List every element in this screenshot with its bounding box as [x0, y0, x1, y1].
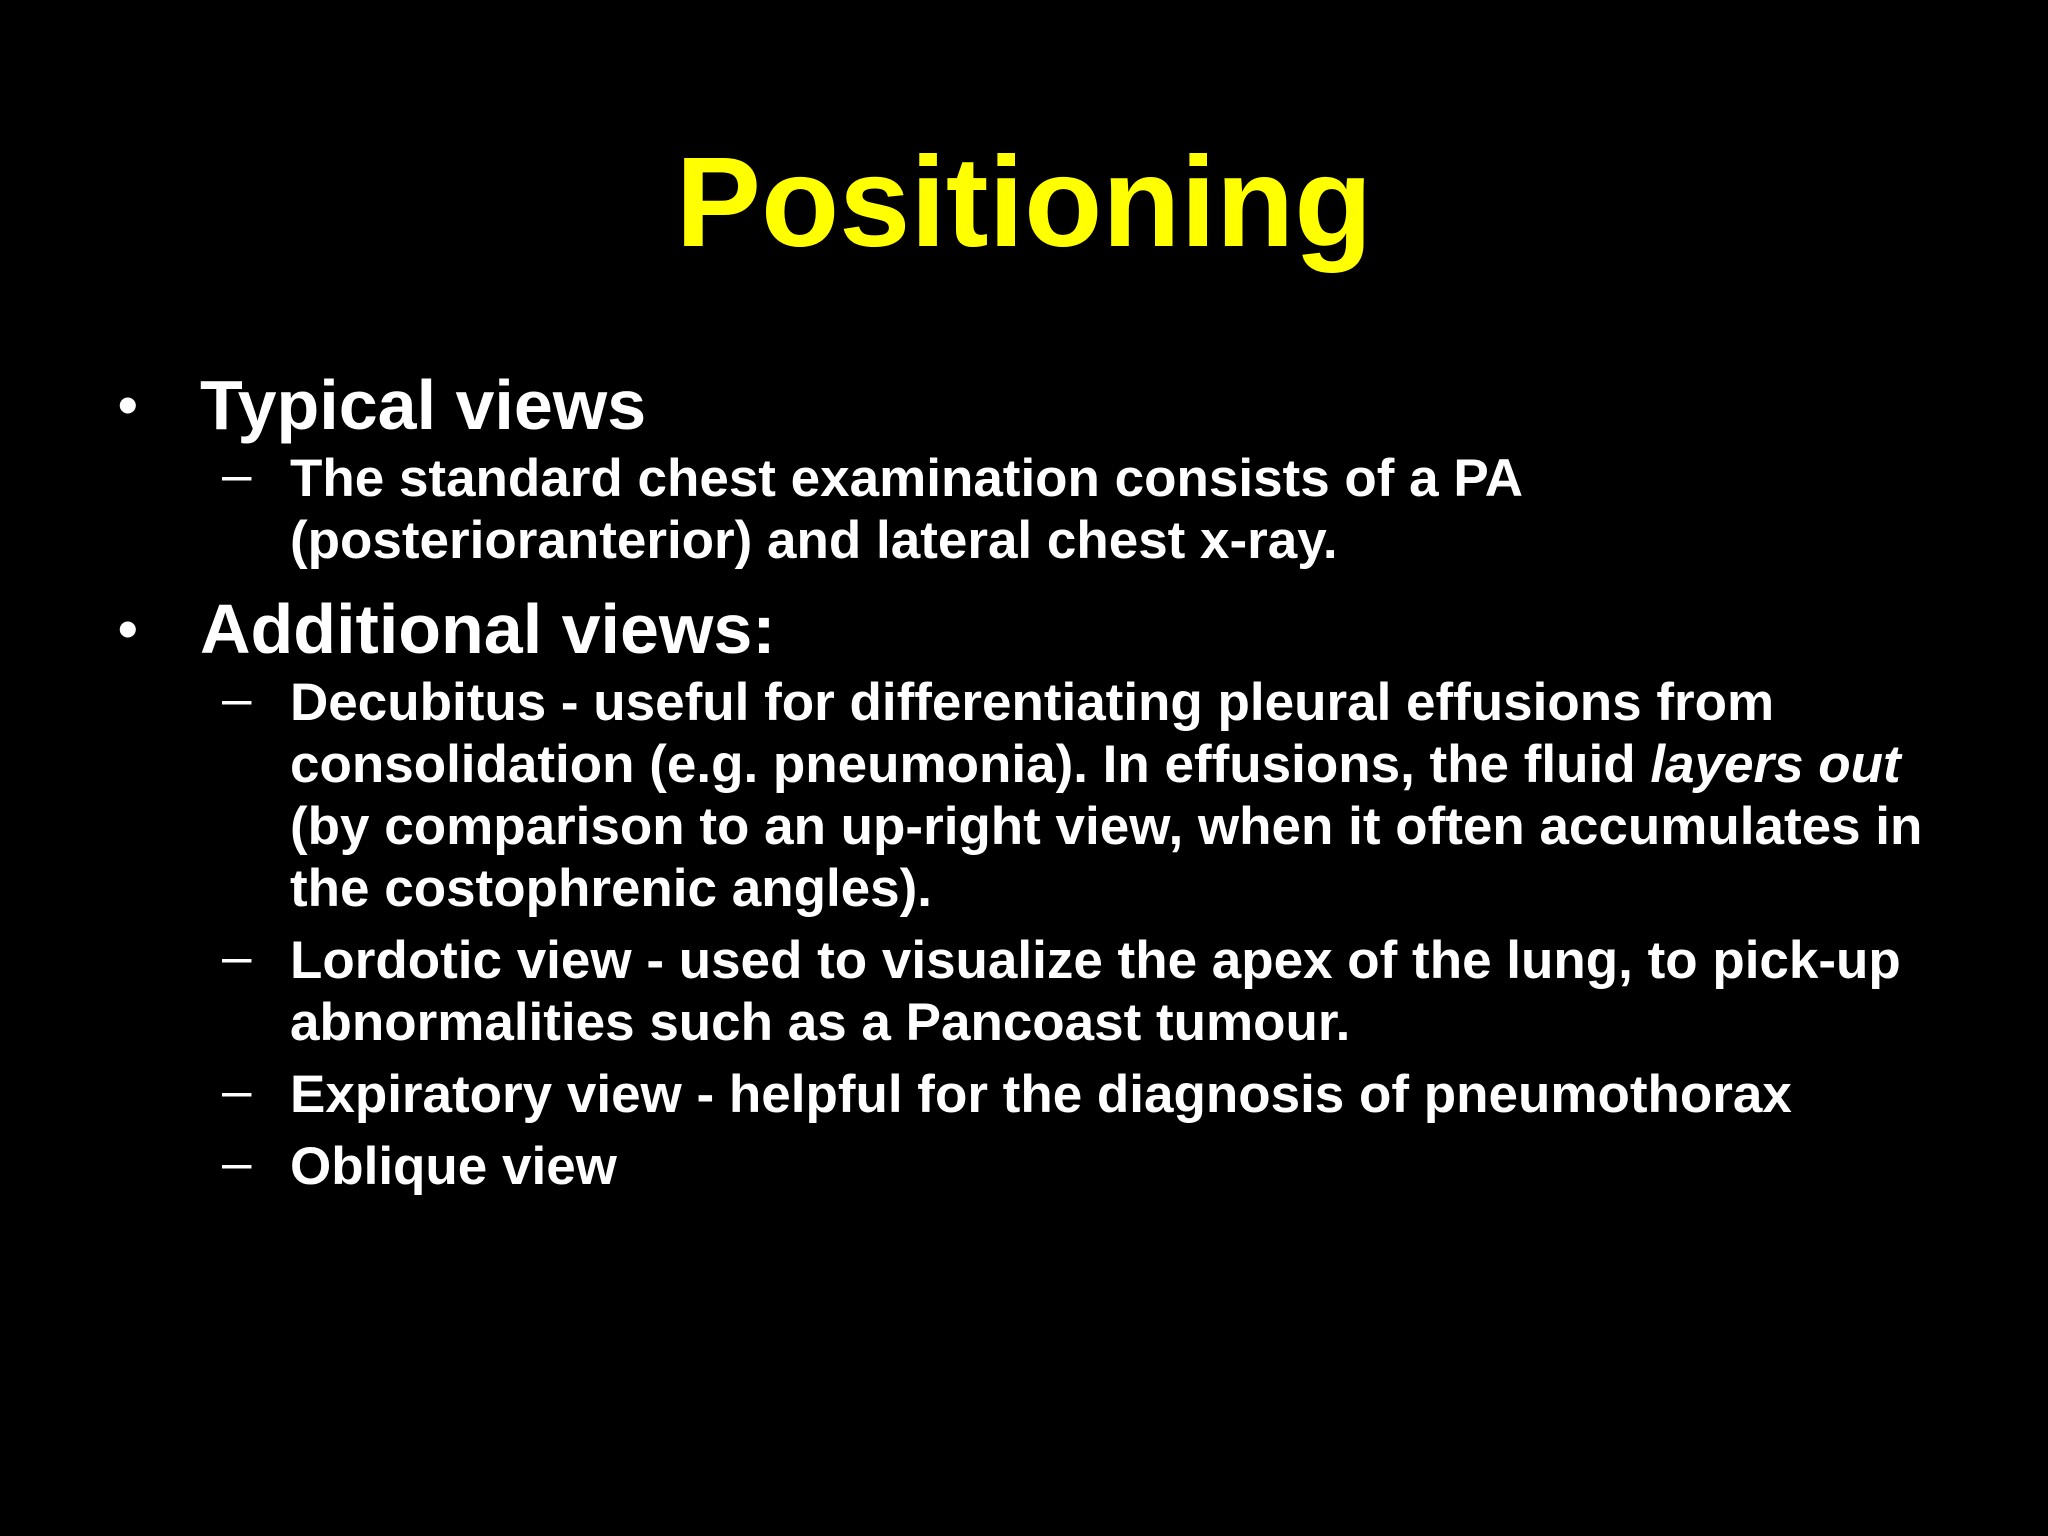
bullet-list [0, 360, 2048, 1198]
sub-bullet-decubitus [0, 669, 2048, 920]
dash-icon: – [222, 927, 252, 986]
sub-bullet-text: Expiratory view - helpful for the diagnosis of pneumothorax [290, 1065, 1792, 1124]
bullet-dot-icon: • [118, 373, 138, 436]
sub-bullet-text: Lordotic view - used to visualize the apex of the lung, to pick-up abnormalities such as a Pancoast tumour. [290, 931, 1901, 1052]
slide-title: Positioning [675, 131, 1373, 274]
bullet-additional-views [0, 586, 2048, 672]
bullet-typical-views [0, 362, 2048, 448]
bullet-dot-icon: • [118, 597, 138, 660]
dash-icon: – [222, 669, 252, 728]
bullet-heading: Typical views [200, 366, 647, 444]
sub-bullet-lordotic [0, 927, 2048, 1054]
sub-bullet-text: The standard chest examination consists of a PA (posterioranterior) and lateral chest x-ray. [290, 449, 1522, 570]
sub-bullet-expiratory [0, 1061, 2048, 1126]
sub-bullet-text-part-a: Decubitus - useful for differentiating pleural effusions from consolidation (e.g. pneumonia). In effusions, the fluid [290, 673, 1775, 794]
dash-icon: – [222, 1133, 252, 1192]
sub-bullet-text-part-b: (by comparison to an up-right view, when it often accumulates in the costophrenic angles). [290, 797, 1923, 918]
dash-icon: – [222, 445, 252, 504]
sub-bullet-standard-exam [0, 445, 2048, 572]
bullet-heading: Additional views: [200, 590, 776, 668]
sub-bullet-text: Oblique view [290, 1137, 617, 1196]
sub-bullet-text-italic: layers out [1650, 735, 1901, 794]
sub-bullet-oblique [0, 1133, 2048, 1198]
dash-icon: – [222, 1061, 252, 1120]
